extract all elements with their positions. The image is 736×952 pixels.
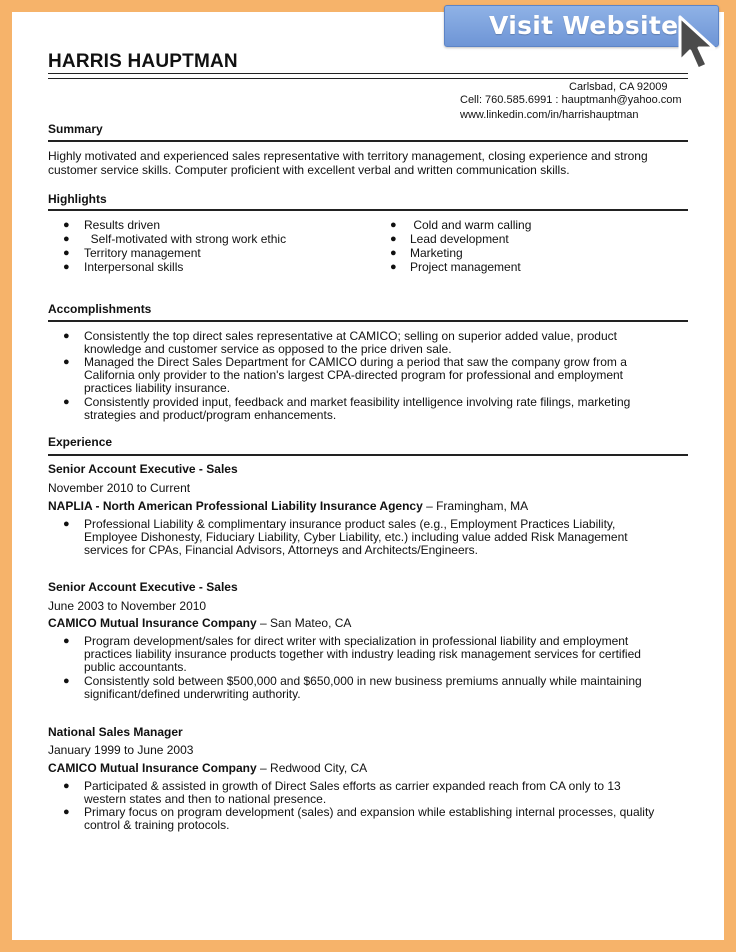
job-company (48, 761, 367, 775)
bullet-icon: ● (63, 330, 70, 342)
job-title: Senior Account Executive - Sales (48, 462, 238, 476)
company-location: – San Mateo, CA (256, 616, 352, 630)
job-bullet-line: practices liability insurance products together with industry leading risk management services for certified (84, 647, 641, 661)
job-bullet-line: services for CPAs, Financial Advisors, Attorneys and Architects/Engineers. (84, 543, 478, 557)
job-company (48, 499, 528, 513)
bullet-icon: ● (63, 247, 70, 259)
company-name: CAMICO Mutual Insurance Company (48, 761, 257, 775)
highlights-divider (48, 209, 688, 211)
experience-divider (48, 454, 688, 456)
bullet-icon: ● (63, 396, 70, 408)
resume-page (12, 12, 724, 940)
bullet-icon: ● (390, 233, 397, 245)
job-title: Senior Account Executive - Sales (48, 580, 238, 594)
job-bullet-line: western states and then to national presence. (84, 792, 327, 806)
job-dates: June 2003 to November 2010 (48, 599, 207, 613)
accomplishments-heading: Accomplishments (48, 302, 152, 316)
accomplishment-line: strategies and product/program enhancements. (84, 408, 337, 422)
highlight-item: Marketing (410, 246, 463, 260)
contact-address: Carlsbad, CA 92009 (569, 81, 668, 93)
bullet-icon: ● (390, 261, 397, 273)
job-bullet-line: Consistently sold between $500,000 and $650,000 in new business premiums annually while maintaining (84, 674, 642, 688)
job-bullet-line: Professional Liability & complimentary insurance product sales (e.g., Employment Practices Liability, (84, 517, 616, 531)
candidate-name: HARRIS HAUPTMAN (48, 51, 238, 72)
bullet-icon: ● (63, 219, 70, 231)
bullet-icon: ● (63, 780, 70, 792)
contact-linkedin: www.linkedin.com/in/harrishauptman (460, 109, 639, 121)
accomplishment-line: practices liability insurance. (84, 381, 231, 395)
job-bullet-line: significant/defined underwriting authority. (84, 687, 301, 701)
company-name: NAPLIA - North American Professional Liability Insurance Agency (48, 499, 423, 513)
job-company (48, 616, 351, 630)
job-bullet-line: Program development/sales for direct writer with specialization in professional liability and employment (84, 634, 629, 648)
company-name: CAMICO Mutual Insurance Company (48, 616, 257, 630)
job-dates: November 2010 to Current (48, 481, 191, 495)
highlight-item: Project management (410, 260, 521, 274)
highlight-item: Results driven (84, 218, 161, 232)
accomplishments-divider (48, 320, 688, 322)
accomplishment-line: Managed the Direct Sales Department for CAMICO during a period that saw the company grow from a (84, 355, 627, 369)
company-location: – Redwood City, CA (256, 761, 368, 775)
highlight-item: Lead development (410, 232, 509, 246)
highlights-heading: Highlights (48, 192, 107, 206)
bullet-icon: ● (63, 356, 70, 368)
visit-website-label: Visit Website (489, 11, 679, 40)
accomplishment-line: Consistently the top direct sales representative at CAMICO; selling on superior added value, product (84, 329, 617, 343)
job-bullet-line: public accountants. (84, 660, 187, 674)
header-divider (48, 73, 688, 79)
job-bullet-line: Participated & assisted in growth of Direct Sales efforts as carrier expanded reach from CA only to 13 (84, 779, 621, 793)
bullet-icon: ● (63, 233, 70, 245)
experience-heading: Experience (48, 435, 113, 449)
summary-line-2: customer service skills. Computer proficient with excellent verbal and written communication skills. (48, 163, 570, 177)
highlight-item: Territory management (84, 246, 201, 260)
accomplishment-line: knowledge and customer service as opposed to the price driven sale. (84, 342, 452, 356)
summary-heading: Summary (48, 122, 103, 136)
accomplishment-line: Consistently provided input, feedback and market feasibility intelligence involving rate filings, marketing (84, 395, 631, 409)
job-dates: January 1999 to June 2003 (48, 743, 194, 757)
bullet-icon: ● (63, 635, 70, 647)
highlight-item: Interpersonal skills (84, 260, 184, 274)
contact-phone-email: Cell: 760.585.6991 : hauptmanh@yahoo.com (460, 94, 682, 106)
company-location: – Framingham, MA (422, 499, 529, 513)
highlight-item: Self-motivated with strong work ethic (84, 232, 287, 246)
summary-line-1: Highly motivated and experienced sales representative with territory management, closing experience and strong (48, 149, 648, 163)
bullet-icon: ● (63, 675, 70, 687)
job-bullet-line: Primary focus on program development (sales) and expansion while establishing internal processes, quality (84, 805, 655, 819)
job-bullet-line: Employee Dishonesty, Fiduciary Liability, Cyber Liability, etc.) including value added Risk Management (84, 530, 628, 544)
bullet-icon: ● (390, 247, 397, 259)
accomplishment-line: California only provider to the nation's largest CPA-directed program for professional and employment (84, 368, 624, 382)
bullet-icon: ● (390, 219, 397, 231)
mouse-pointer-icon (676, 15, 726, 77)
job-title: National Sales Manager (48, 725, 183, 739)
bullet-icon: ● (63, 806, 70, 818)
bullet-icon: ● (63, 518, 70, 530)
job-bullet-line: control & training protocols. (84, 818, 230, 832)
summary-divider (48, 140, 688, 142)
highlight-item: Cold and warm calling (410, 218, 532, 232)
bullet-icon: ● (63, 261, 70, 273)
